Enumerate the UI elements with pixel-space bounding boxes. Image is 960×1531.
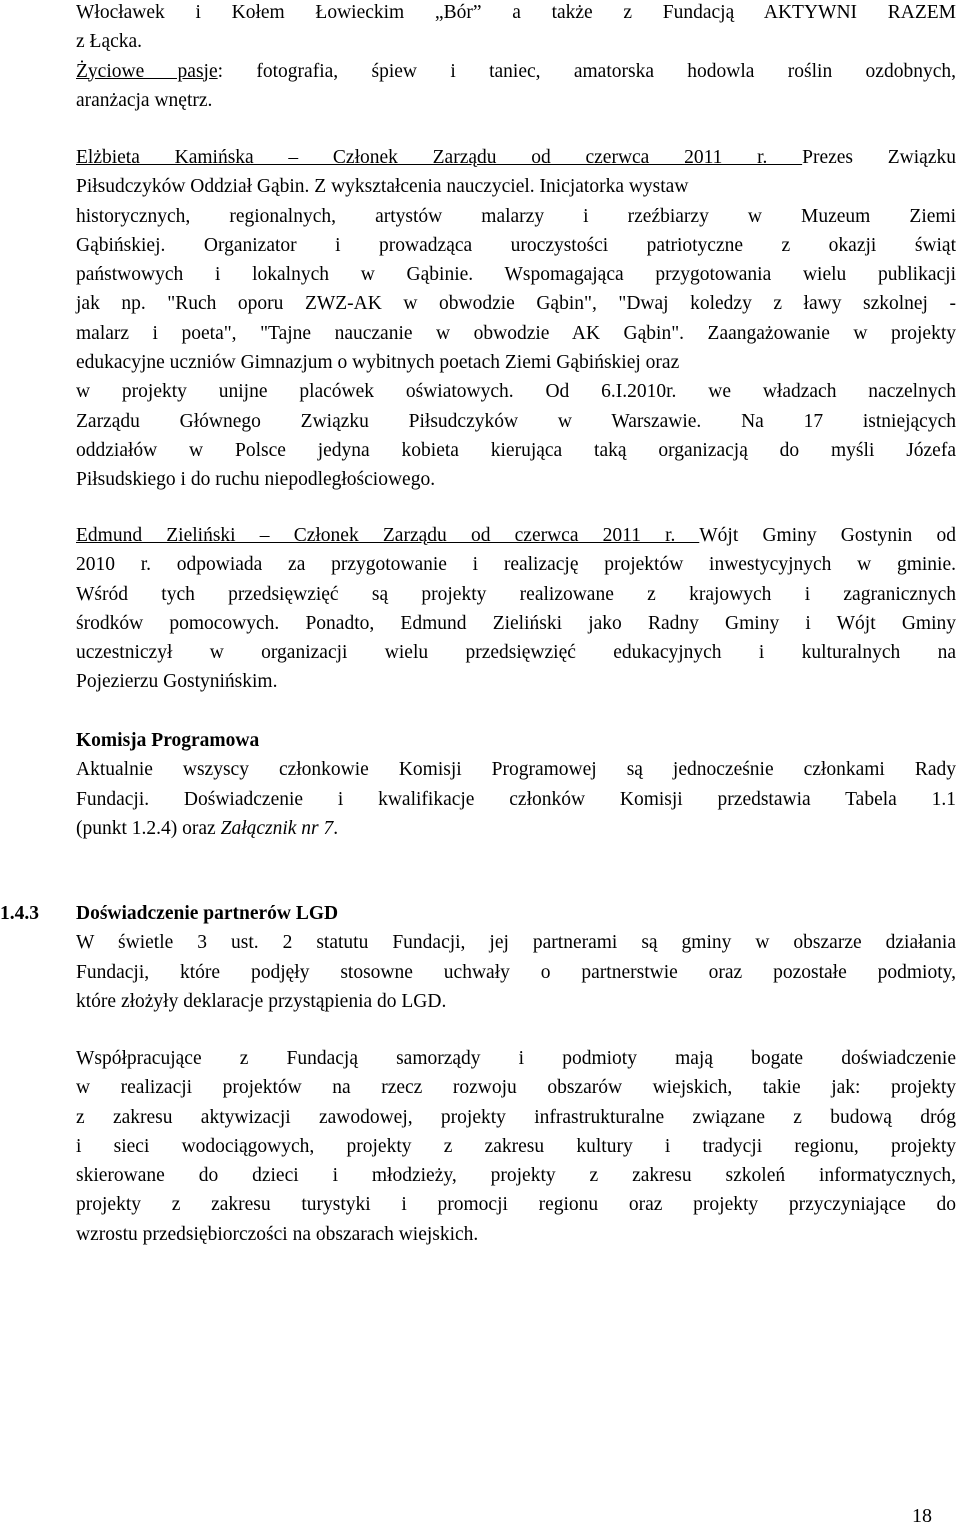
text-line: Wśród tych przedsięwzięć są projekty realizowane z krajowych i zagranicznych [76,583,956,605]
text-line: W świetle 3 ust. 2 statutu Fundacji, jej partnerami są gminy w obszarze działania [76,932,956,954]
text-line: Piłsudczyków Oddział Gąbin. Z wykształcenia nauczyciel. Inicjatorka wystaw [76,176,689,198]
text-fragment: . [333,817,339,839]
text-line: Włocławek i Kołem Łowieckim „Bór” a także z Fundacją AKTYWNI RAZEM [76,2,956,23]
text-line: i sieci wodociągowych, projekty z zakresu kultury i tradycji regionu, projekty [76,1135,956,1157]
member-name: Edmund Zieliński – Członek Zarządu od czerwca 2011 r. [76,525,700,546]
text-line: które złożyły deklaracje przystąpienia do LGD. [76,990,447,1012]
attachment-reference: Załącznik nr 7 [220,817,334,839]
text-line: z Łącka. [76,31,143,53]
text-line: 2010 r. odpowiada za przygotowanie i realizację projektów inwestycyjnych w gminie. [76,554,956,576]
text-line: wzrostu przedsiębiorczości na obszarach wiejskich. [76,1223,479,1245]
text-line: historycznych, regionalnych, artystów malarzy i rzeźbiarzy w Muzeum Ziemi [76,205,956,227]
text-line: państwowych i lokalnych w Gąbinie. Wspomagająca przygotowania wielu publikacji [76,264,956,286]
text-line: Współpracujące z Fundacją samorządy i podmioty mają bogate doświadczenie [76,1048,956,1069]
text-line: Fundacji, które podjęły stosowne uchwały o partnerstwie oraz pozostałe podmioty, [76,961,956,983]
text-line [76,143,956,172]
text-line: oddziałów w Polsce jedyna kobieta kierująca taką organizacją do myśli Józefa [76,439,956,461]
wspolpraca-paragraph [76,1044,956,1249]
member-role: Wójt Gminy Gostynin od [699,525,956,546]
kaminska-paragraph [76,143,956,495]
section-number: 1.4.3 [0,903,39,924]
text-line: środków pomocowych. Ponadto, Edmund Zieliński jako Radny Gminy i Wójt Gminy [76,612,956,634]
text-line [76,521,956,550]
text-line: malarz i poeta", "Tajne nauczanie w obwodzie AK Gąbin". Zaangażowanie w projekty [76,322,956,344]
text-line [76,814,956,843]
text-line: Gąbińskiej. Organizator i prowadząca uroczystości patriotyczne z okazji świąt [76,234,956,256]
text-line: z zakresu aktywizacji zawodowej, projekty infrastrukturalne związane z budową dróg [76,1106,956,1128]
text-line: Piłsudskiego i do ruchu niepodległościowego. [76,469,436,491]
text-line: edukacyjne uczniów Gimnazjum o wybitnych poetach Ziemi Gąbińskiej oraz [76,352,680,374]
komisja-heading: Komisja Programowa [76,730,260,751]
text-line: skierowane do dzieci i młodzieży, projekty z zakresu szkoleń informatycznych, [76,1165,956,1187]
text-line: projekty z zakresu turystyki i promocji regionu oraz projekty przyczyniające do [76,1194,956,1216]
text-line: Fundacji. Doświadczenie i kwalifikacje członków Komisji przedstawia Tabela 1.1 [76,788,956,810]
section-143 [0,899,956,1016]
section-title: Doświadczenie partnerów LGD [76,903,339,924]
text-line: Pojezierzu Gostynińskim. [76,671,278,693]
text-line [76,57,956,86]
text-line: jak np. "Ruch oporu ZWZ-AK w obwodzie Gąbin", "Dwaj koledzy z ławy szkolnej - [76,293,956,315]
text-fragment: (punkt 1.2.4) oraz [76,817,221,839]
zielinski-paragraph [76,521,956,697]
text-line: Aktualnie wszyscy członkowie Komisji Programowej są jednocześnie członkami Rady [76,759,956,781]
section-heading [0,899,956,928]
komisja-section [76,726,956,843]
top-paragraph [76,0,956,115]
text-line: Zarządu Głównego Związku Piłsudczyków w Warszawie. Na 17 istniejących [76,410,956,432]
text-line: w realizacji projektów na rzecz rozwoju obszarów wiejskich, takie jak: projekty [76,1077,956,1099]
member-role: Prezes Związku [802,147,956,168]
pasje-text: : fotografia, śpiew i taniec, amatorska hodowla roślin ozdobnych, [217,60,956,82]
member-name: Elżbieta Kamińska – Członek Zarządu od czerwca 2011 r. [76,147,803,168]
text-line: w projekty unijne placówek oświatowych. Od 6.I.2010r. we władzach naczelnych [76,381,956,403]
text-line: aranżacja wnętrz. [76,89,213,111]
text-line: uczestniczył w organizacji wielu przedsięwzięć edukacyjnych i kulturalnych na [76,642,956,664]
page-number: 18 [912,1505,932,1527]
pasje-label: Życiowe pasje [76,60,218,82]
